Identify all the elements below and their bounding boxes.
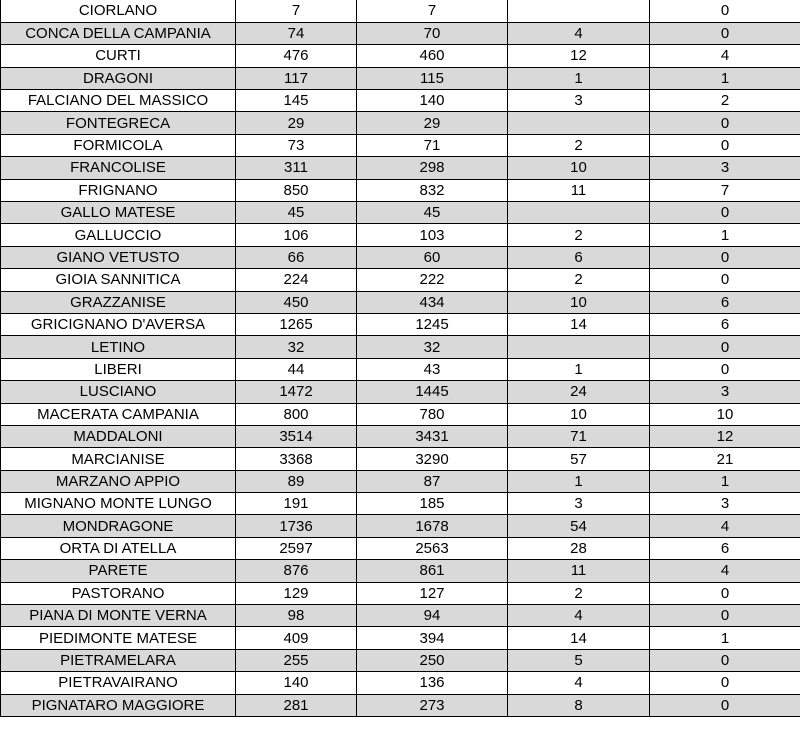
value-cell-2: 1445: [357, 381, 508, 403]
table-row: [1, 627, 800, 649]
value-cell-3: 8: [508, 694, 650, 716]
value-cell-4: 3: [650, 157, 800, 179]
municipality-cell: GRAZZANISE: [1, 291, 236, 313]
value-cell-4: 7: [650, 179, 800, 201]
value-cell-2: 185: [357, 493, 508, 515]
value-cell-1: 224: [236, 269, 357, 291]
value-cell-2: 250: [357, 649, 508, 671]
value-cell-2: 87: [357, 470, 508, 492]
table-row: [1, 202, 800, 224]
value-cell-3: 28: [508, 537, 650, 559]
municipality-cell: MARCIANISE: [1, 448, 236, 470]
municipality-cell: FALCIANO DEL MASSICO: [1, 90, 236, 112]
value-cell-4: 0: [650, 582, 800, 604]
value-cell-4: 0: [650, 358, 800, 380]
table-row: [1, 537, 800, 559]
value-cell-1: 32: [236, 336, 357, 358]
municipality-cell: MACERATA CAMPANIA: [1, 403, 236, 425]
value-cell-1: 74: [236, 22, 357, 44]
value-cell-2: 29: [357, 112, 508, 134]
municipality-cell: GIOIA SANNITICA: [1, 269, 236, 291]
table-row: [1, 448, 800, 470]
value-cell-3: 14: [508, 313, 650, 335]
value-cell-4: 0: [650, 202, 800, 224]
municipality-cell: LIBERI: [1, 358, 236, 380]
municipality-cell: FRIGNANO: [1, 179, 236, 201]
value-cell-2: 394: [357, 627, 508, 649]
value-cell-1: 145: [236, 90, 357, 112]
value-cell-3: 3: [508, 493, 650, 515]
value-cell-4: 3: [650, 493, 800, 515]
value-cell-1: 73: [236, 134, 357, 156]
value-cell-2: 832: [357, 179, 508, 201]
value-cell-4: 0: [650, 269, 800, 291]
value-cell-1: 281: [236, 694, 357, 716]
value-cell-4: 0: [650, 336, 800, 358]
value-cell-2: 273: [357, 694, 508, 716]
value-cell-3: [508, 0, 650, 22]
value-cell-3: 5: [508, 649, 650, 671]
value-cell-1: 255: [236, 649, 357, 671]
value-cell-3: [508, 336, 650, 358]
value-cell-3: 24: [508, 381, 650, 403]
municipality-cell: LETINO: [1, 336, 236, 358]
value-cell-2: 1245: [357, 313, 508, 335]
value-cell-1: 3514: [236, 425, 357, 447]
value-cell-4: 1: [650, 627, 800, 649]
municipality-cell: LUSCIANO: [1, 381, 236, 403]
value-cell-3: 4: [508, 605, 650, 627]
municipality-cell: MIGNANO MONTE LUNGO: [1, 493, 236, 515]
table-row: [1, 403, 800, 425]
table-row: [1, 493, 800, 515]
table-row: [1, 560, 800, 582]
value-cell-2: 460: [357, 45, 508, 67]
value-cell-3: 11: [508, 179, 650, 201]
table-row: [1, 112, 800, 134]
value-cell-4: 1: [650, 470, 800, 492]
value-cell-4: 0: [650, 112, 800, 134]
value-cell-4: 0: [650, 22, 800, 44]
value-cell-2: 136: [357, 672, 508, 694]
table-row: [1, 313, 800, 335]
municipality-cell: PIEDIMONTE MATESE: [1, 627, 236, 649]
municipality-cell: ORTA DI ATELLA: [1, 537, 236, 559]
value-cell-3: 1: [508, 470, 650, 492]
municipality-cell: CONCA DELLA CAMPANIA: [1, 22, 236, 44]
municipality-cell: MADDALONI: [1, 425, 236, 447]
value-cell-3: 2: [508, 582, 650, 604]
value-cell-4: 0: [650, 134, 800, 156]
value-cell-1: 98: [236, 605, 357, 627]
table-row: [1, 157, 800, 179]
value-cell-3: 4: [508, 22, 650, 44]
value-cell-3: 1: [508, 67, 650, 89]
value-cell-3: 10: [508, 157, 650, 179]
table-row: [1, 358, 800, 380]
table-row: [1, 336, 800, 358]
value-cell-1: 3368: [236, 448, 357, 470]
value-cell-2: 298: [357, 157, 508, 179]
table-row: [1, 67, 800, 89]
municipality-cell: PIETRAVAIRANO: [1, 672, 236, 694]
municipality-cell: FONTEGRECA: [1, 112, 236, 134]
table-row: [1, 672, 800, 694]
table-row: [1, 649, 800, 671]
municipality-cell: PIGNATARO MAGGIORE: [1, 694, 236, 716]
value-cell-1: 311: [236, 157, 357, 179]
table-row: [1, 425, 800, 447]
value-cell-4: 21: [650, 448, 800, 470]
value-cell-1: 117: [236, 67, 357, 89]
value-cell-2: 60: [357, 246, 508, 268]
municipality-cell: FORMICOLA: [1, 134, 236, 156]
table-row: [1, 134, 800, 156]
table-row: [1, 515, 800, 537]
value-cell-3: 14: [508, 627, 650, 649]
value-cell-1: 44: [236, 358, 357, 380]
value-cell-2: 780: [357, 403, 508, 425]
value-cell-2: 2563: [357, 537, 508, 559]
value-cell-2: 115: [357, 67, 508, 89]
value-cell-4: 1: [650, 67, 800, 89]
table-row: [1, 0, 800, 22]
municipality-cell: CIORLANO: [1, 0, 236, 22]
value-cell-4: 0: [650, 0, 800, 22]
value-cell-2: 45: [357, 202, 508, 224]
value-cell-2: 140: [357, 90, 508, 112]
value-cell-4: 4: [650, 515, 800, 537]
value-cell-3: 1: [508, 358, 650, 380]
value-cell-1: 409: [236, 627, 357, 649]
value-cell-3: 10: [508, 403, 650, 425]
value-cell-4: 6: [650, 291, 800, 313]
value-cell-2: 222: [357, 269, 508, 291]
value-cell-2: 3431: [357, 425, 508, 447]
value-cell-2: 70: [357, 22, 508, 44]
value-cell-4: 4: [650, 45, 800, 67]
value-cell-2: 94: [357, 605, 508, 627]
value-cell-3: 57: [508, 448, 650, 470]
table-row: [1, 179, 800, 201]
value-cell-1: 1472: [236, 381, 357, 403]
municipality-cell: PIETRAMELARA: [1, 649, 236, 671]
table-row: [1, 582, 800, 604]
value-cell-4: 1: [650, 224, 800, 246]
value-cell-3: 11: [508, 560, 650, 582]
municipality-cell: GRICIGNANO D'AVERSA: [1, 313, 236, 335]
table-row: [1, 269, 800, 291]
table-row: [1, 694, 800, 716]
value-cell-2: 861: [357, 560, 508, 582]
value-cell-1: 106: [236, 224, 357, 246]
value-cell-1: 191: [236, 493, 357, 515]
value-cell-2: 434: [357, 291, 508, 313]
value-cell-4: 6: [650, 313, 800, 335]
municipality-cell: GIANO VETUSTO: [1, 246, 236, 268]
value-cell-2: 71: [357, 134, 508, 156]
value-cell-1: 1736: [236, 515, 357, 537]
municipality-cell: DRAGONI: [1, 67, 236, 89]
value-cell-1: 29: [236, 112, 357, 134]
value-cell-4: 2: [650, 90, 800, 112]
value-cell-2: 1678: [357, 515, 508, 537]
value-cell-1: 2597: [236, 537, 357, 559]
value-cell-1: 66: [236, 246, 357, 268]
value-cell-1: 850: [236, 179, 357, 201]
value-cell-1: 7: [236, 0, 357, 22]
value-cell-4: 0: [650, 246, 800, 268]
value-cell-2: 3290: [357, 448, 508, 470]
value-cell-2: 32: [357, 336, 508, 358]
value-cell-3: 12: [508, 45, 650, 67]
value-cell-3: 2: [508, 269, 650, 291]
value-cell-1: 476: [236, 45, 357, 67]
value-cell-4: 10: [650, 403, 800, 425]
municipality-cell: CURTI: [1, 45, 236, 67]
value-cell-3: 4: [508, 672, 650, 694]
value-cell-3: 71: [508, 425, 650, 447]
value-cell-3: 2: [508, 224, 650, 246]
municipality-cell: PARETE: [1, 560, 236, 582]
municipality-cell: PASTORANO: [1, 582, 236, 604]
table-row: [1, 90, 800, 112]
value-cell-2: 127: [357, 582, 508, 604]
table-row: [1, 246, 800, 268]
value-cell-4: 0: [650, 694, 800, 716]
table-row: [1, 381, 800, 403]
table-row: [1, 224, 800, 246]
value-cell-1: 140: [236, 672, 357, 694]
value-cell-4: 0: [650, 672, 800, 694]
value-cell-3: [508, 112, 650, 134]
value-cell-3: [508, 202, 650, 224]
value-cell-1: 876: [236, 560, 357, 582]
table-row: [1, 22, 800, 44]
municipality-cell: GALLO MATESE: [1, 202, 236, 224]
value-cell-2: 103: [357, 224, 508, 246]
municipality-cell: MARZANO APPIO: [1, 470, 236, 492]
value-cell-1: 450: [236, 291, 357, 313]
value-cell-4: 0: [650, 649, 800, 671]
municipality-cell: GALLUCCIO: [1, 224, 236, 246]
value-cell-2: 43: [357, 358, 508, 380]
value-cell-1: 45: [236, 202, 357, 224]
value-cell-3: 6: [508, 246, 650, 268]
value-cell-4: 6: [650, 537, 800, 559]
value-cell-3: 2: [508, 134, 650, 156]
value-cell-2: 7: [357, 0, 508, 22]
table-row: [1, 470, 800, 492]
municipality-cell: FRANCOLISE: [1, 157, 236, 179]
value-cell-3: 54: [508, 515, 650, 537]
value-cell-4: 3: [650, 381, 800, 403]
value-cell-1: 129: [236, 582, 357, 604]
table-row: [1, 605, 800, 627]
value-cell-1: 1265: [236, 313, 357, 335]
value-cell-1: 800: [236, 403, 357, 425]
municipality-cell: MONDRAGONE: [1, 515, 236, 537]
value-cell-4: 12: [650, 425, 800, 447]
value-cell-1: 89: [236, 470, 357, 492]
table-row: [1, 291, 800, 313]
value-cell-4: 4: [650, 560, 800, 582]
value-cell-3: 3: [508, 90, 650, 112]
value-cell-4: 0: [650, 605, 800, 627]
table-body: [1, 0, 800, 717]
value-cell-3: 10: [508, 291, 650, 313]
table-row: [1, 45, 800, 67]
municipality-cell: PIANA DI MONTE VERNA: [1, 605, 236, 627]
